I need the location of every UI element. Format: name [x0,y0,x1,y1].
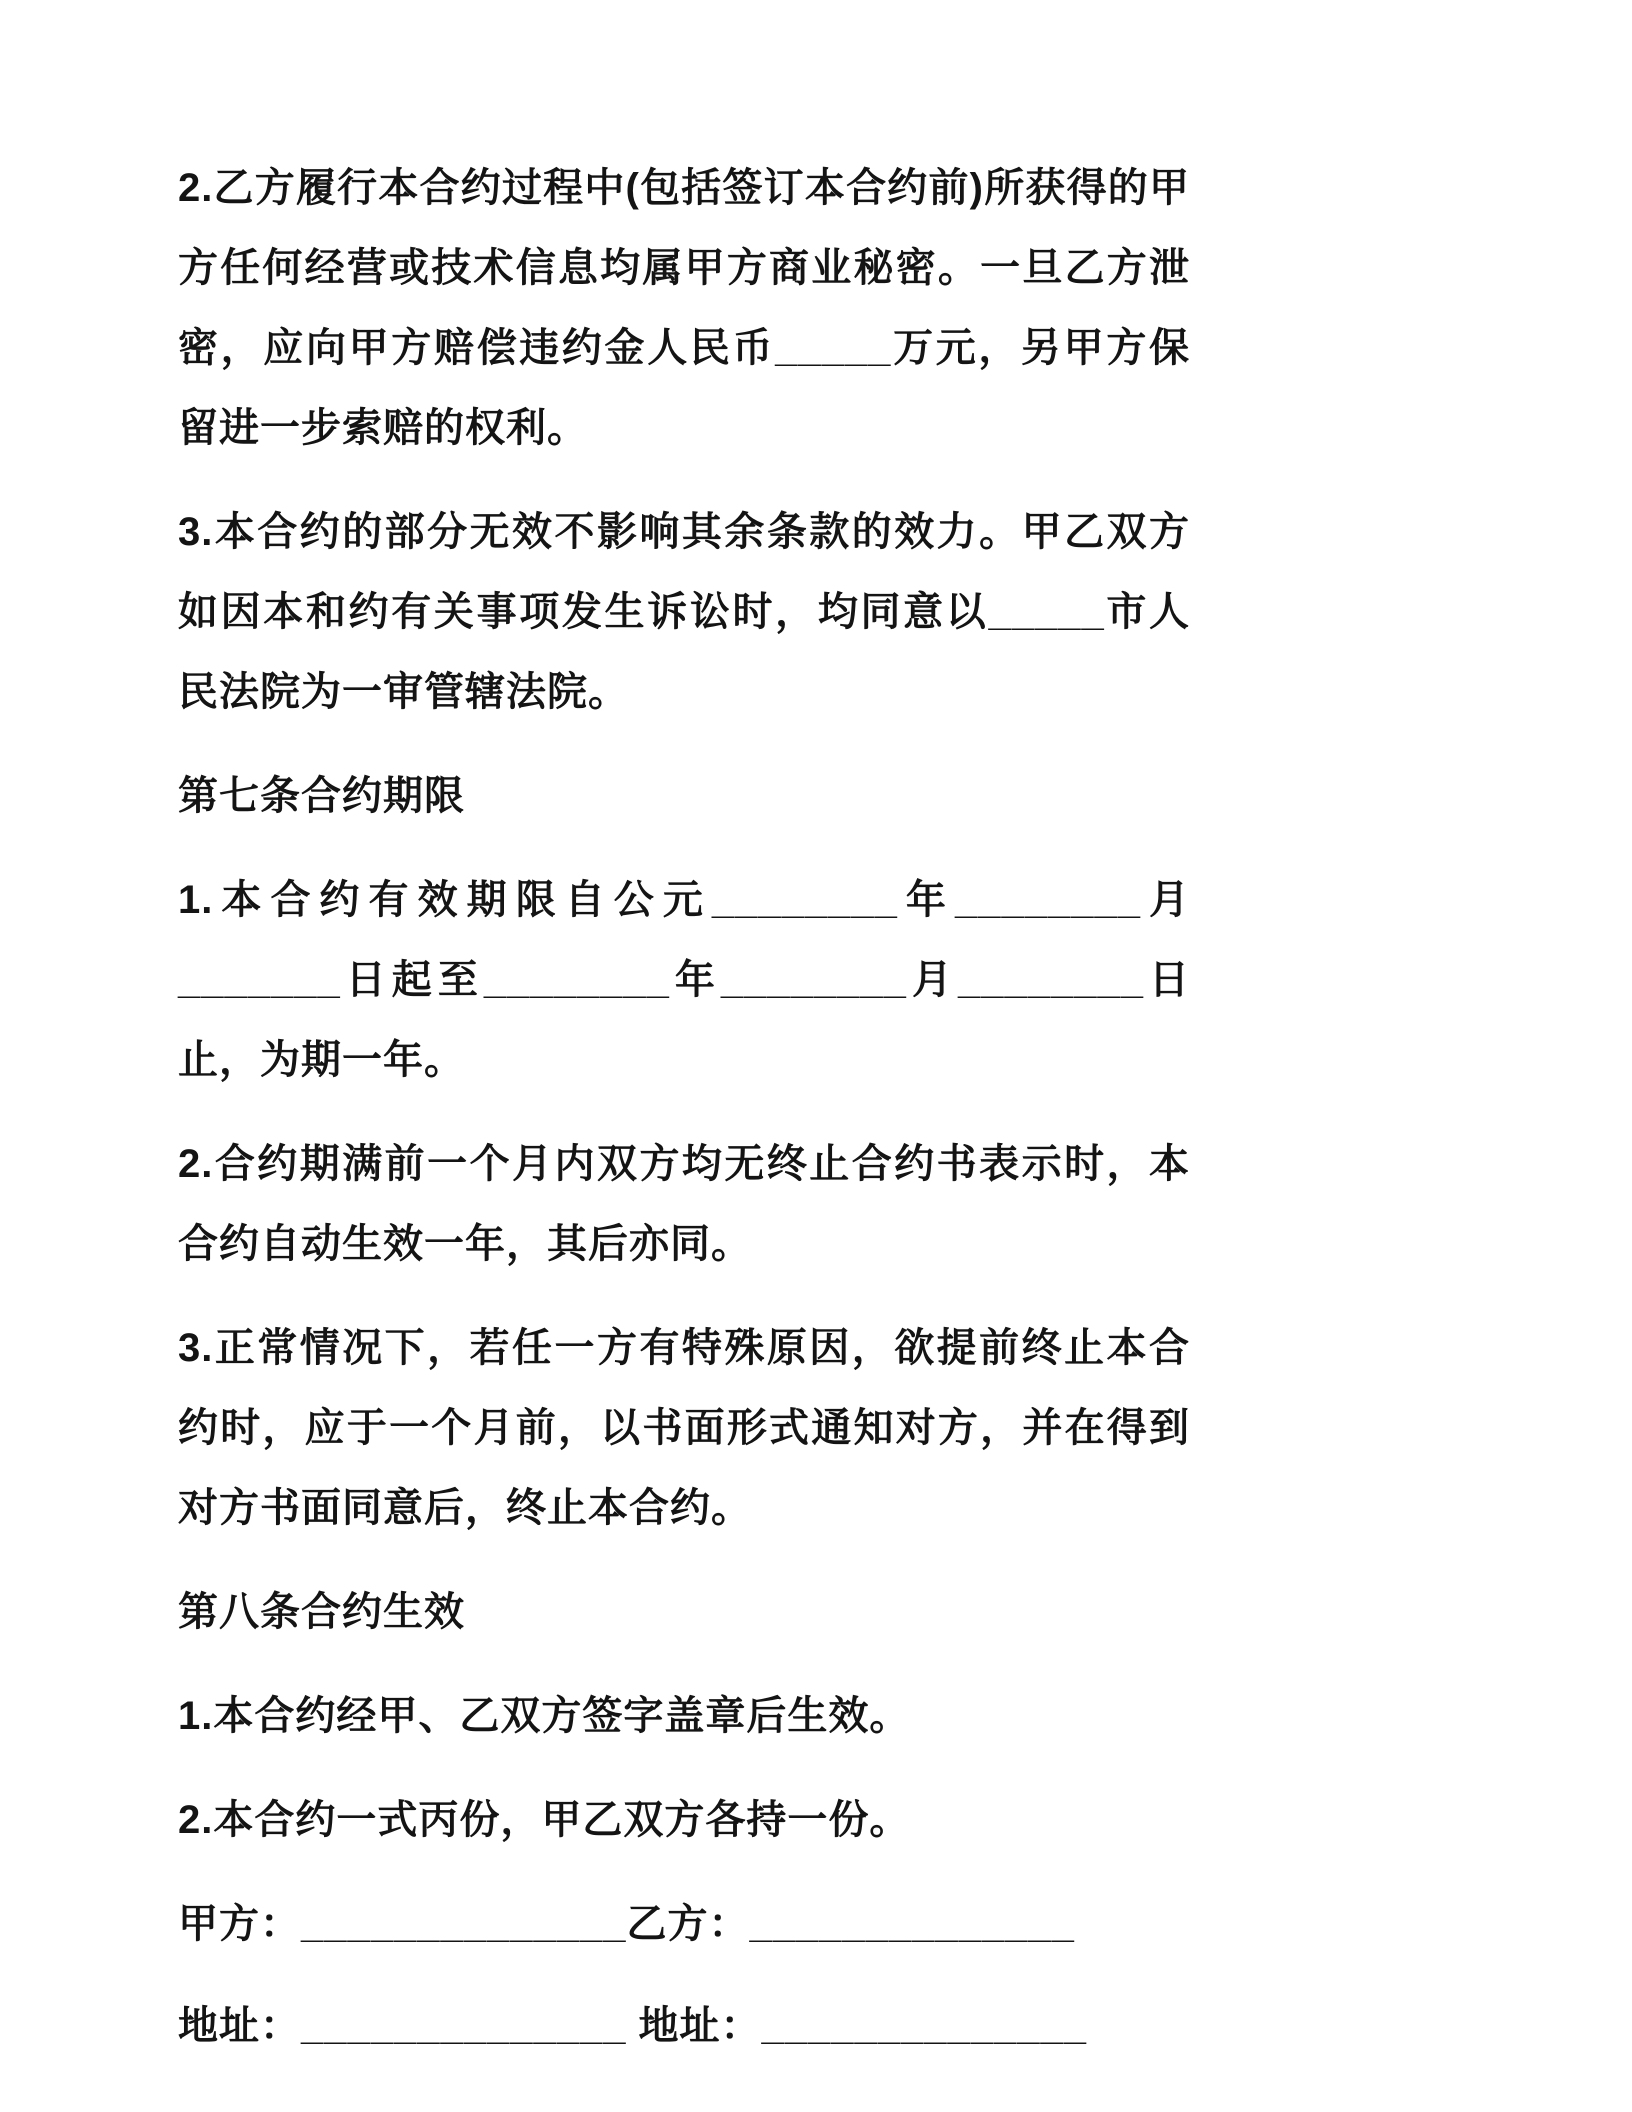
contract-body [178,148,1190,2088]
signature-line-party-a-party-b: 甲方：______________乙方：______________ [178,1902,1075,1946]
clause-early-termination: 3.正常情况下，若任一方有特殊原因，欲提前终止本合约时，应于一个月前，以书面形式通知对方，并在得到对方书面同意后，终止本合约。 [178,1326,1190,1530]
clause-severability-jurisdiction: 3.本合约的部分无效不影响其余条款的效力。甲乙双方如因本和约有关事项发生诉讼时，均同意以_____市人民法院为一审管辖法院。 [178,510,1190,714]
clause-signature-effectiveness: 1.本合约经甲、乙双方签字盖章后生效。 [178,1694,911,1738]
clause-confidentiality-penalty: 2.乙方履行本合约过程中(包括签订本合约前)所获得的甲方任何经营或技术信息均属甲方商业秘密。一旦乙方泄密，应向甲方赔偿违约金人民币_____万元，另甲方保留进一步索赔的权利。 [178,166,1190,450]
section-heading-article-7-term: 第七条合约期限 [178,774,465,818]
signature-line-addresses: 地址：______________ 地址：______________ [178,2004,1088,2048]
clause-auto-renewal: 2.合约期满前一个月内双方均无终止合约书表示时，本合约自动生效一年，其后亦同。 [178,1142,1190,1266]
clause-term-dates: 1.本合约有效期限自公元________年________月_______日起至________年________月________日止，为期一年。 [178,878,1190,1082]
clause-copies: 2.本合约一式丙份，甲乙双方各持一份。 [178,1798,911,1842]
section-heading-article-8-effectiveness: 第八条合约生效 [178,1590,465,1634]
